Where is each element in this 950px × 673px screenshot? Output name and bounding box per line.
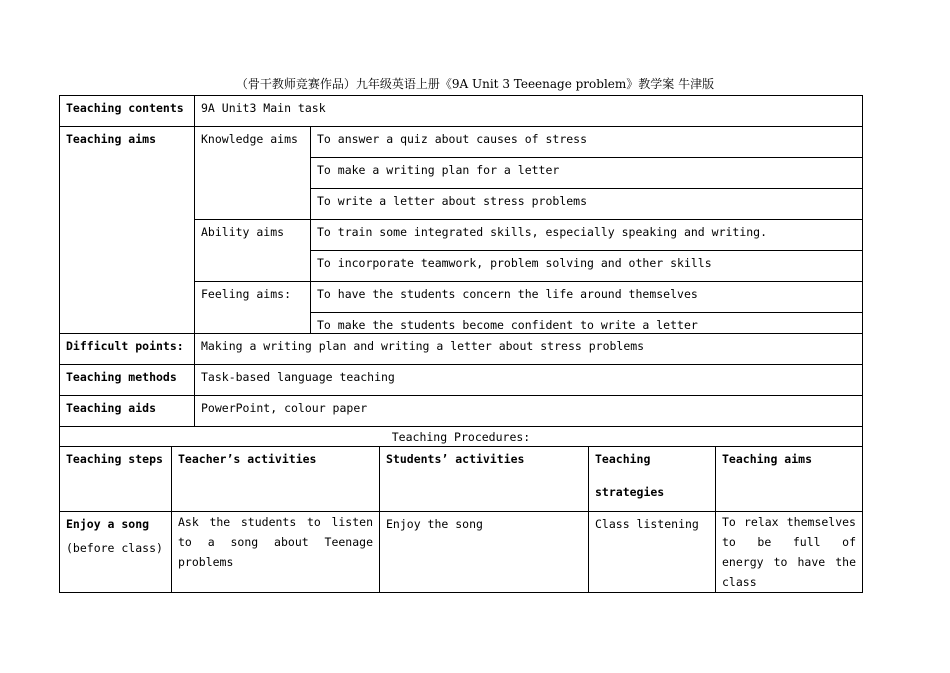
header-strategies-line1: Teaching bbox=[595, 452, 651, 466]
feeling-aim-1: To have the students concern the life around themselves bbox=[311, 282, 863, 313]
aims-label: Teaching aims bbox=[60, 127, 195, 334]
methods-value: Task-based language teaching bbox=[195, 365, 863, 396]
aids-label: Teaching aids bbox=[60, 396, 195, 427]
knowledge-aims-label: Knowledge aims bbox=[195, 127, 311, 220]
table-row bbox=[60, 512, 863, 593]
header-steps: Teaching steps bbox=[60, 447, 172, 512]
header-aims: Teaching aims bbox=[716, 447, 863, 512]
difficult-points-value: Making a writing plan and writing a letter about stress problems bbox=[195, 334, 863, 365]
feeling-aim-2: To make the students become confident to write a letter bbox=[311, 313, 863, 334]
aids-value: PowerPoint, colour paper bbox=[195, 396, 863, 427]
methods-label: Teaching methods bbox=[60, 365, 195, 396]
step-name: Enjoy a song bbox=[66, 517, 150, 531]
header-strategies-line2: strategies bbox=[595, 485, 665, 499]
knowledge-aim-3: To write a letter about stress problems bbox=[311, 189, 863, 220]
student-activity: Enjoy the song bbox=[380, 512, 589, 593]
ability-aims-label: Ability aims bbox=[195, 220, 311, 282]
knowledge-aim-1: To answer a quiz about causes of stress bbox=[311, 127, 863, 158]
teaching-info-table bbox=[59, 95, 863, 427]
difficult-points-label: Difficult points: bbox=[60, 334, 195, 365]
knowledge-aim-2: To make a writing plan for a letter bbox=[311, 158, 863, 189]
contents-value: 9A Unit3 Main task bbox=[195, 96, 863, 127]
document-title: （骨干教师竞赛作品）九年级英语上册《9A Unit 3 Teeenage problem》教学案 牛津版 bbox=[235, 77, 715, 91]
header-students-activities: Students’ activities bbox=[380, 447, 589, 512]
procedures-table bbox=[59, 426, 863, 593]
feeling-aims-label: Feeling aims: bbox=[195, 282, 311, 334]
teaching-aim: To relax themselves to be full of energy to have the class bbox=[716, 512, 863, 593]
header-strategies bbox=[589, 447, 716, 512]
ability-aim-1: To train some integrated skills, especially speaking and writing. bbox=[311, 220, 863, 251]
contents-label: Teaching contents bbox=[60, 96, 195, 127]
ability-aim-2: To incorporate teamwork, problem solving and other skills bbox=[311, 251, 863, 282]
step-note: (before class) bbox=[66, 541, 163, 555]
procedures-title: Teaching Procedures: bbox=[60, 427, 863, 447]
step-cell bbox=[60, 512, 172, 593]
teaching-strategy: Class listening bbox=[589, 512, 716, 593]
teacher-activity: Ask the students to listen to a song about Teenage problems bbox=[172, 512, 380, 593]
header-teacher-activities: Teacher’s activities bbox=[172, 447, 380, 512]
